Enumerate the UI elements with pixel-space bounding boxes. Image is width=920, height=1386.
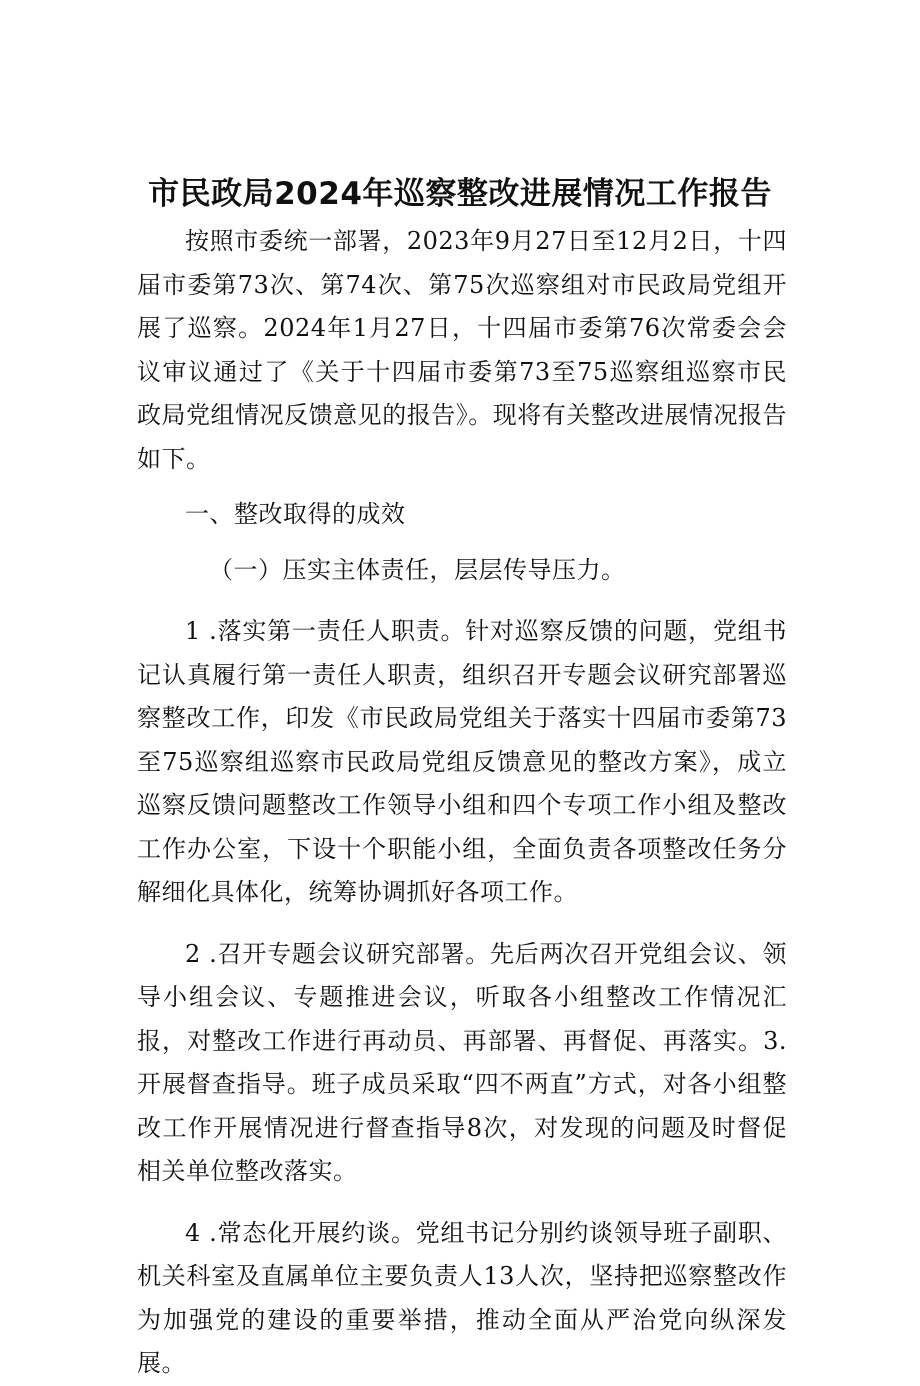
item-paragraph-2: 2 .召开专题会议研究部署。先后两次召开党组会议、领导小组会议、专题推进会议，听取各小组整改工作情况汇报，对整改工作进行再动员、再部署、再督促、再落实。3.开展督查指导。班子成员采取“四不两直”方式，对各小组整改工作开展情况进行督查指导8次，对发现的问题及时督促相关单位整改落实。: [137, 939, 787, 1185]
document-body: [137, 220, 787, 1386]
subsection-heading: （一）压实主体责任，层层传导压力。: [209, 555, 626, 584]
intro-paragraph: 按照市委统一部署，2023年9月27日至12月2日，十四届市委第73次、第74次、第75次巡察组对市民政局党组开展了巡察。2024年1月27日，十四届市委第76次常委会会议审议通过了《关于十四届市委第73至75巡察组巡察市民政局党组情况反馈意见的报告》。现将有关整改进展情况报告如下。: [137, 227, 787, 473]
item-paragraph-1: 1 .落实第一责任人职责。针对巡察反馈的问题，党组书记认真履行第一责任人职责，组织召开专题会议研究部署巡察整改工作，印发《市民政局党组关于落实十四届市委第73至75巡察组巡察市民政局党组反馈意见的整改方案》，成立巡察反馈问题整改工作领导小组和四个专项工作小组及整改工作办公室，下设十个职能小组，全面负责各项整改任务分解细化具体化，统筹协调抓好各项工作。: [137, 617, 787, 906]
document-title: 市民政局2024年巡察整改进展情况工作报告: [148, 176, 772, 212]
section-heading: 一、整改取得的成效: [185, 500, 406, 528]
item-paragraph-4: 4 .常态化开展约谈。党组书记分别约谈领导班子副职、机关科室及直属单位主要负责人13人次，坚持把巡察整改作为加强党的建设的重要举措，推动全面从严治党向纵深发展。: [137, 1218, 787, 1377]
